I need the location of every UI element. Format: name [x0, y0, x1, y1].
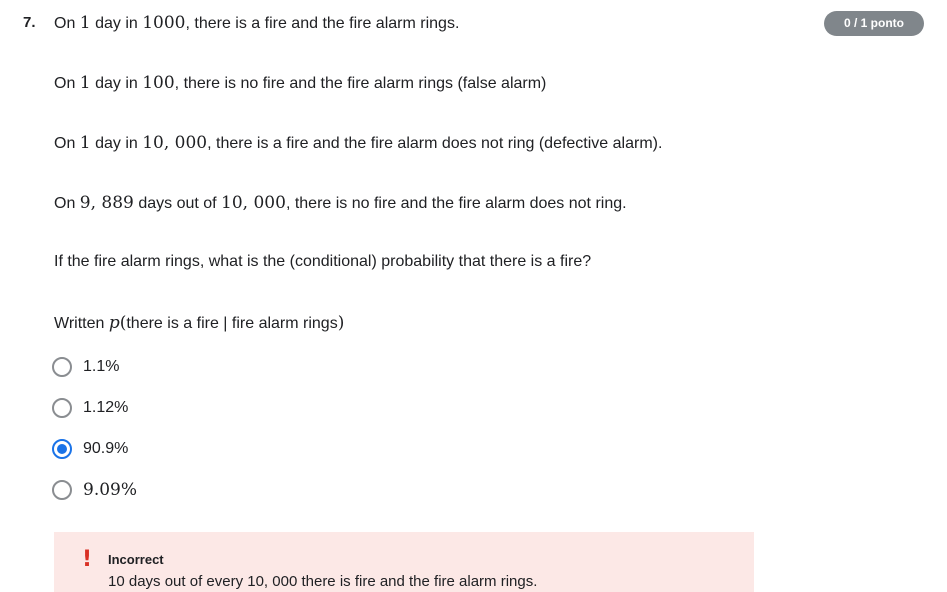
radio-button[interactable]	[52, 480, 72, 500]
statement-line-1: On 1 day in 1000, there is a fire and the fire alarm rings.	[54, 13, 460, 33]
exclamation-icon: !	[82, 547, 93, 572]
radio-button-selected[interactable]	[52, 439, 72, 459]
score-badge: 0 / 1 ponto	[824, 11, 924, 36]
question-prompt: If the fire alarm rings, what is the (conditional) probability that there is a fire?	[54, 253, 592, 270]
statement-line-2: On 1 day in 100, there is no fire and the fire alarm rings (false alarm)	[54, 73, 547, 93]
option-label: 1.1%	[83, 358, 120, 375]
question-number: 7.	[23, 14, 36, 31]
statement-line-3: On 1 day in 10, 000, there is a fire and the fire alarm does not ring (defective alarm).	[54, 133, 663, 153]
option-3[interactable]	[52, 437, 128, 461]
option-1[interactable]	[52, 355, 119, 379]
statement-line-4: On 9, 889 days out of 10, 000, there is no fire and the fire alarm does not ring.	[54, 193, 627, 213]
option-label: 90.9%	[83, 440, 129, 457]
feedback-text: 10 days out of every 10, 000 there is fire and the fire alarm rings.	[108, 573, 538, 590]
feedback-panel	[54, 532, 754, 592]
option-4[interactable]	[52, 478, 137, 502]
option-2[interactable]	[52, 396, 128, 420]
option-label: 1.12%	[83, 399, 129, 416]
radio-button[interactable]	[52, 398, 72, 418]
feedback-title: Incorrect	[108, 552, 164, 567]
option-label: 9.09%	[83, 480, 138, 500]
notation-line: Written p(there is a fire | fire alarm rings)	[54, 313, 345, 333]
radio-button[interactable]	[52, 357, 72, 377]
